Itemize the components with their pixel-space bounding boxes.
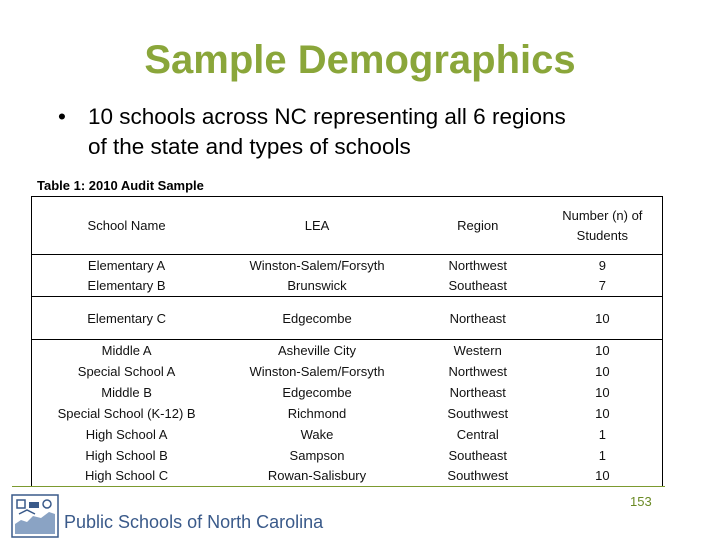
cell-school: High School B bbox=[85, 447, 168, 463]
cell-region: Southeast bbox=[448, 278, 508, 294]
table-body-group-2 bbox=[32, 297, 663, 340]
cell-n: 9 bbox=[598, 257, 606, 273]
cell-n: 10 bbox=[595, 384, 610, 400]
cell-school: Special School (K-12) B bbox=[57, 405, 196, 421]
header-students-line-1: Number (n) of bbox=[562, 207, 643, 223]
cell-lea: Sampson bbox=[289, 447, 345, 463]
header-students bbox=[543, 197, 663, 255]
header-school-name: School Name bbox=[87, 217, 166, 233]
cell-region: Northeast bbox=[449, 310, 506, 326]
table-header bbox=[32, 197, 663, 255]
table-row bbox=[32, 340, 663, 361]
cell-school: High School C bbox=[85, 468, 169, 484]
cell-region: Southeast bbox=[448, 447, 508, 463]
table-body-group-1 bbox=[32, 255, 663, 297]
table-caption: Table 1: 2010 Audit Sample bbox=[37, 178, 204, 193]
table-row bbox=[32, 361, 663, 382]
table-row bbox=[32, 297, 663, 340]
cell-school: Elementary C bbox=[87, 310, 166, 326]
cell-school: Elementary A bbox=[87, 257, 166, 273]
cell-lea: Edgecombe bbox=[282, 310, 352, 326]
footer-divider bbox=[12, 486, 665, 487]
header-lea: LEA bbox=[304, 217, 330, 233]
page-number: 153 bbox=[630, 494, 652, 509]
cell-lea: Wake bbox=[300, 426, 334, 442]
cell-school: High School A bbox=[85, 426, 168, 442]
cell-n: 10 bbox=[595, 363, 610, 379]
table-row bbox=[32, 276, 663, 297]
cell-region: Northwest bbox=[448, 363, 508, 379]
cell-lea: Richmond bbox=[287, 405, 347, 421]
header-students-line-2: Students bbox=[576, 227, 628, 243]
cell-region: Central bbox=[456, 426, 499, 442]
cell-lea: Asheville City bbox=[277, 342, 357, 358]
cell-lea: Winston-Salem/Forsyth bbox=[249, 257, 385, 273]
bullet-line-2: of the state and types of schools bbox=[88, 134, 411, 159]
cell-lea: Winston-Salem/Forsyth bbox=[249, 363, 385, 379]
cell-school: Middle B bbox=[101, 384, 152, 400]
cell-lea: Edgecombe bbox=[282, 384, 352, 400]
header-region: Region bbox=[457, 217, 499, 233]
table-row bbox=[32, 445, 663, 466]
table-row bbox=[32, 424, 663, 445]
cell-n: 1 bbox=[598, 426, 606, 442]
bullet-marker: • bbox=[58, 104, 66, 129]
cell-school: Special School A bbox=[77, 363, 176, 379]
audit-sample-table bbox=[31, 196, 663, 487]
cell-n: 1 bbox=[598, 447, 606, 463]
nc-state-map-logo-icon bbox=[11, 494, 59, 543]
cell-region: Northeast bbox=[449, 384, 506, 400]
cell-n: 7 bbox=[598, 278, 606, 294]
table-row bbox=[32, 382, 663, 403]
cell-n: 10 bbox=[595, 405, 610, 421]
cell-region: Southwest bbox=[447, 468, 509, 484]
cell-region: Northwest bbox=[448, 257, 508, 273]
bullet-text bbox=[88, 102, 688, 162]
cell-school: Middle A bbox=[101, 342, 152, 358]
table-body-group-3 bbox=[32, 340, 663, 487]
cell-region: Western bbox=[453, 342, 502, 358]
bullet-line-1: 10 schools across NC representing all 6 regions bbox=[88, 104, 566, 129]
cell-n: 10 bbox=[595, 342, 610, 358]
table-row bbox=[32, 466, 663, 487]
slide-title: Sample Demographics bbox=[144, 38, 576, 82]
cell-school: Elementary B bbox=[87, 278, 166, 294]
footer-org-name: Public Schools of North Carolina bbox=[64, 512, 324, 532]
table-row bbox=[32, 255, 663, 276]
cell-n: 10 bbox=[595, 310, 610, 326]
cell-lea: Rowan-Salisbury bbox=[267, 468, 367, 484]
cell-lea: Brunswick bbox=[287, 278, 347, 294]
cell-region: Southwest bbox=[447, 405, 509, 421]
cell-n: 10 bbox=[595, 468, 610, 484]
table-row bbox=[32, 403, 663, 424]
